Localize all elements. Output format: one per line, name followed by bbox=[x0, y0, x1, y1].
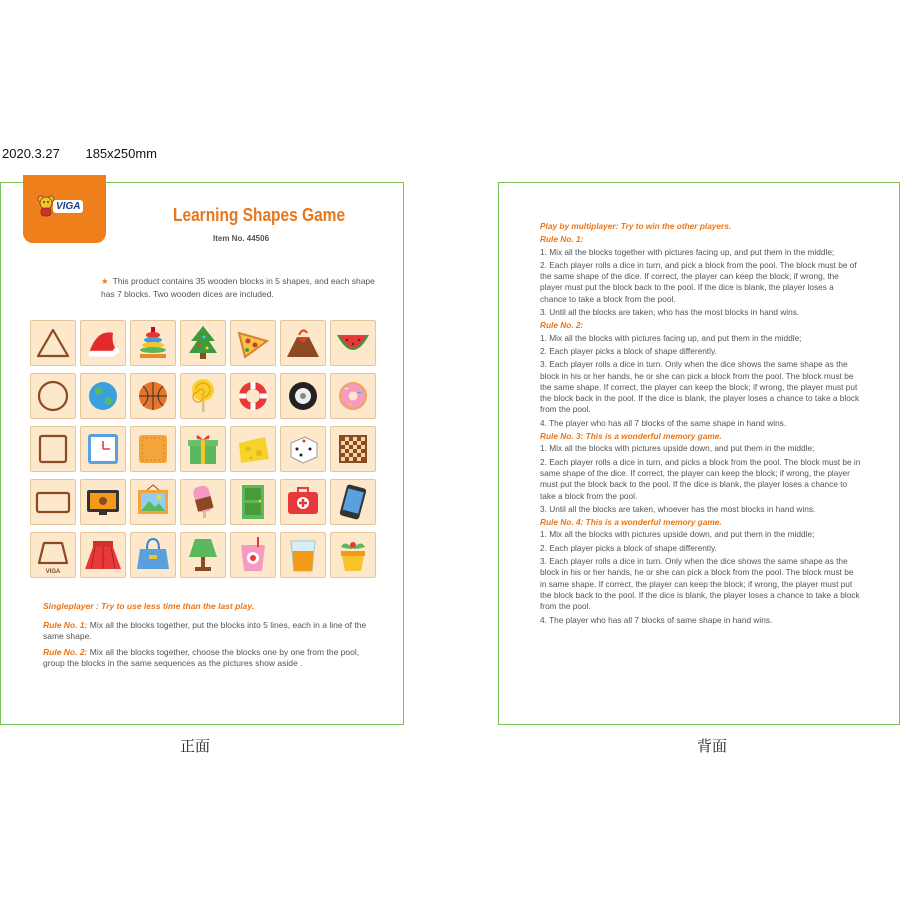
tile-skirt bbox=[80, 532, 126, 578]
multiplayer-heading: Play by multiplayer: Try to win the other players. bbox=[540, 221, 732, 231]
singleplayer-heading: Singleplayer : Try to use less time than the last play. bbox=[43, 601, 255, 611]
tire-icon bbox=[281, 374, 325, 418]
circle-shape-icon bbox=[31, 374, 75, 418]
tile-circle-shape bbox=[30, 373, 76, 419]
single-rule-2 bbox=[43, 647, 373, 670]
multi-rule-4-title: Rule No. 4: This is a wonderful memory game. bbox=[540, 517, 722, 528]
ice-pop-icon bbox=[181, 480, 225, 524]
multi-rule-2-line: 1. Mix all the blocks with pictures facing up, and put them in the middle; bbox=[540, 332, 802, 343]
tile-glass bbox=[280, 532, 326, 578]
singleplayer-section bbox=[43, 601, 373, 674]
lollipop-icon bbox=[181, 374, 225, 418]
door-icon bbox=[231, 480, 275, 524]
life-ring-icon bbox=[231, 374, 275, 418]
juice-cup-icon bbox=[231, 533, 275, 577]
single-rule-1-text: Mix all the blocks together, put the blocks into 5 lines, each in a line of the same shape. bbox=[43, 619, 367, 641]
gift-box-icon bbox=[181, 427, 225, 471]
skirt-icon bbox=[81, 533, 125, 577]
single-rule-1 bbox=[43, 620, 373, 643]
multi-rule-2-line: 4. The player who has all 7 blocks of the same shape in hand wins. bbox=[540, 417, 787, 428]
globe-icon bbox=[81, 374, 125, 418]
multi-rule-1-line: 3. Until all the blocks are taken, who has the most blocks in hand wins. bbox=[540, 307, 800, 318]
tile-watermelon bbox=[330, 320, 376, 366]
intro-body: This product contains 35 wooden blocks in 5 shapes, and each shape has 7 blocks. Two wooden dices are included. bbox=[101, 276, 375, 299]
multiplayer-section bbox=[540, 219, 862, 628]
multi-rule-2-line: 2. Each player picks a block of shape differently. bbox=[540, 345, 717, 356]
tile-first-aid-kit bbox=[280, 479, 326, 525]
watermelon-icon bbox=[331, 321, 375, 365]
tile-brand-label: VIGA bbox=[45, 569, 61, 575]
tile-lollipop bbox=[180, 373, 226, 419]
item-number: Item No. 44506 bbox=[213, 234, 270, 243]
tile-rectangle-shape bbox=[30, 479, 76, 525]
flower-pot-icon bbox=[331, 533, 375, 577]
multi-rule-1-line: 2. Each player rolls a dice in turn, and pick a block from the pool. The block must be of the same shape of the dice. If correct, the player can keep the block; if wrong, the player must put the block back to the pool. If the dice is blank, the player loses a chance to take a block from the pool. bbox=[540, 259, 857, 304]
tile-donut bbox=[330, 373, 376, 419]
multi-rule-3-line: 1. Mix all the blocks with pictures upside down, and put them in the middle; bbox=[540, 443, 815, 454]
donut-icon bbox=[331, 374, 375, 418]
pizza-slice-icon bbox=[231, 321, 275, 365]
biscuit-icon bbox=[131, 427, 175, 471]
shape-block-grid bbox=[30, 320, 376, 579]
chessboard-icon bbox=[331, 427, 375, 471]
tile-juice-cup bbox=[230, 532, 276, 578]
tile-volcano bbox=[280, 320, 326, 366]
tile-biscuit bbox=[130, 426, 176, 472]
multi-rule-4-line: 1. Mix all the blocks with pictures upside down, and put them in the middle; bbox=[540, 529, 815, 540]
tile-dice bbox=[280, 426, 326, 472]
first-aid-kit-icon bbox=[281, 480, 325, 524]
multi-rule-3-title: Rule No. 3: This is a wonderful memory game. bbox=[540, 431, 722, 442]
square-shape-icon bbox=[31, 427, 75, 471]
logo-tab bbox=[23, 175, 106, 243]
dice-icon bbox=[281, 427, 325, 471]
tile-clock bbox=[80, 426, 126, 472]
volcano-icon bbox=[281, 321, 325, 365]
header-meta bbox=[2, 146, 179, 161]
star-icon: ★ bbox=[101, 276, 109, 286]
multi-rule-2-line: 3. Each player rolls a dice in turn. Only when the dice shows the same shape as the block in his or her hands, he or she can pick a block from the pool. The block must be the same shape. If correct, the player can keep the block; if wrong, the player must put the block back in the pool. If the dice is blank, the player loses a chance to take a block from the pool. bbox=[540, 359, 860, 415]
ring-stacker-icon bbox=[131, 321, 175, 365]
back-caption: 背面 bbox=[697, 737, 728, 755]
christmas-tree-icon bbox=[181, 321, 225, 365]
clock-icon bbox=[81, 427, 125, 471]
tile-cheese bbox=[230, 426, 276, 472]
tile-smartphone bbox=[330, 479, 376, 525]
intro-text bbox=[101, 275, 376, 300]
multi-rule-3-line: 2. Each player rolls a dice in turn, and picks a block from the pool. The block must be in same shape of the dice. If correct, the player can keep the block; if wrong, the player must put the block back to the pool. If the dice is blank, the player loses a chance to take a block from the pool. bbox=[540, 456, 861, 501]
single-rule-2-text: Mix all the blocks together, choose the blocks one by one from the pool, group the blocks in the same sequences as the pictures show aside . bbox=[43, 646, 360, 668]
multi-rule-1-line: 1. Mix all the blocks together with pictures facing up, and put them in the middle; bbox=[540, 246, 835, 257]
single-rule-1-label: Rule No. 1: bbox=[43, 619, 88, 630]
tile-globe bbox=[80, 373, 126, 419]
multiplayer-rules bbox=[540, 234, 862, 626]
glass-icon bbox=[281, 533, 325, 577]
front-page bbox=[0, 182, 404, 725]
multi-rule-4-line: 4. The player who has all 7 blocks of same shape in hand wins. bbox=[540, 614, 773, 625]
tile-handbag bbox=[130, 532, 176, 578]
tile-pizza-slice bbox=[230, 320, 276, 366]
tile-triangle-shape bbox=[30, 320, 76, 366]
tile-door bbox=[230, 479, 276, 525]
tile-santa-hat bbox=[80, 320, 126, 366]
tile-ring-stacker bbox=[130, 320, 176, 366]
back-page bbox=[498, 182, 900, 725]
single-rule-2-label: Rule No. 2: bbox=[43, 646, 88, 657]
multi-rule-3-line: 3. Until all the blocks are taken, whoever has the most blocks in hand wins. bbox=[540, 503, 816, 514]
tile-square-shape bbox=[30, 426, 76, 472]
santa-hat-icon bbox=[81, 321, 125, 365]
multi-rule-4-line: 3. Each player rolls a dice in turn. Only when the dice shows the same shape as the block in his or her hands, he or she can pick a block from the pool. The block must be in same shape. If correct, the player can keep the block; if wrong, the player must put the block back to the pool. If the dice is blank, the player loses a chance to take a block from the pool. bbox=[540, 556, 860, 612]
viga-logo bbox=[37, 195, 83, 217]
smartphone-icon bbox=[331, 480, 375, 524]
triangle-shape-icon bbox=[31, 321, 75, 365]
tile-flower-pot bbox=[330, 532, 376, 578]
size-text: 185x250mm bbox=[85, 146, 158, 161]
tile-lamp bbox=[180, 532, 226, 578]
tile-christmas-tree bbox=[180, 320, 226, 366]
date-text: 2020.3.27 bbox=[2, 146, 60, 161]
tile-gift-box bbox=[180, 426, 226, 472]
basketball-icon bbox=[131, 374, 175, 418]
cheese-icon bbox=[231, 427, 275, 471]
tile-television bbox=[80, 479, 126, 525]
tile-picture-frame bbox=[130, 479, 176, 525]
handbag-icon bbox=[131, 533, 175, 577]
multi-rule-4-line: 2. Each player picks a block of shape differently. bbox=[540, 542, 717, 553]
picture-frame-icon bbox=[131, 480, 175, 524]
front-caption: 正面 bbox=[180, 737, 211, 755]
tile-tire bbox=[280, 373, 326, 419]
tile-basketball bbox=[130, 373, 176, 419]
tile-ice-pop bbox=[180, 479, 226, 525]
logo-text: VIGA bbox=[53, 200, 83, 213]
television-icon bbox=[81, 480, 125, 524]
lamp-icon bbox=[181, 533, 225, 577]
multi-rule-2-title: Rule No. 2: bbox=[540, 320, 584, 331]
multi-rule-1-title: Rule No. 1: bbox=[540, 234, 584, 245]
rectangle-shape-icon bbox=[31, 480, 75, 524]
tile-life-ring bbox=[230, 373, 276, 419]
game-title: Learning Shapes Game bbox=[173, 205, 346, 225]
tile-chessboard bbox=[330, 426, 376, 472]
tile-trapezoid-shape bbox=[30, 532, 76, 578]
